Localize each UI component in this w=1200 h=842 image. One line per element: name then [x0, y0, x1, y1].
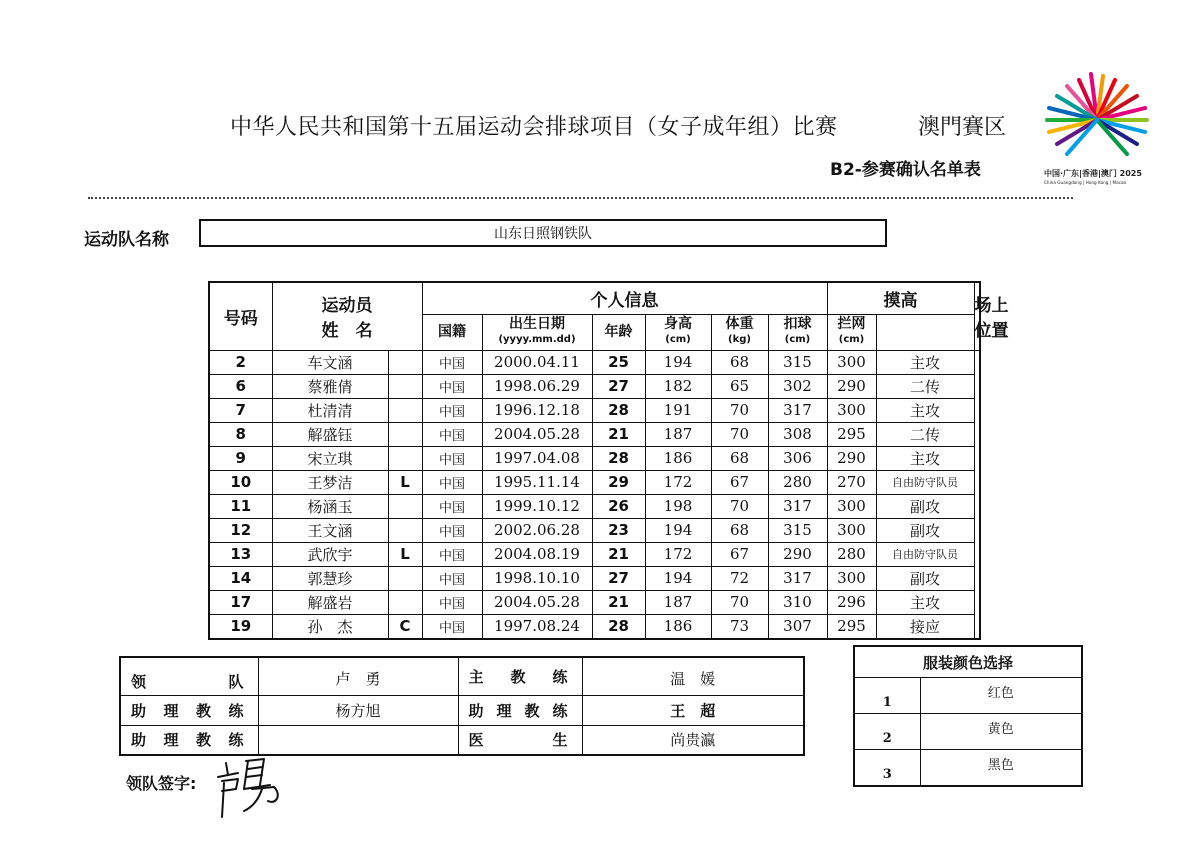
player-spike-reach: 308 — [768, 422, 827, 446]
player-weight: 65 — [711, 374, 768, 398]
team-name-box — [199, 219, 887, 247]
doctor-value: 尚贵瀛 — [582, 725, 804, 755]
player-birth-date: 1998.06.29 — [482, 374, 592, 398]
header-reach: 摸高 — [827, 282, 974, 314]
header-number: 号码 — [209, 282, 272, 350]
table-row — [209, 590, 980, 614]
player-number: 6 — [209, 374, 272, 398]
player-role — [388, 350, 422, 374]
header-spike-label: 扣球 — [783, 316, 812, 332]
uniform-colors-table — [853, 645, 1083, 787]
player-age: 23 — [592, 518, 645, 542]
uniform-option-number: 2 — [854, 714, 920, 750]
assistant3-value — [258, 725, 458, 755]
header-birth-date — [482, 314, 592, 350]
player-height: 194 — [645, 350, 711, 374]
assistant1-label: 助理教练 — [120, 695, 258, 725]
header-spike — [768, 314, 827, 350]
player-name: 孙 杰 — [272, 614, 388, 639]
header-position — [974, 282, 1009, 350]
player-spike-reach: 280 — [768, 470, 827, 494]
table-row — [209, 542, 980, 566]
player-role: L — [388, 470, 422, 494]
assistant1-value: 杨方旭 — [258, 695, 458, 725]
assistant2-label: 助理教练 — [458, 695, 582, 725]
player-block-reach: 300 — [827, 494, 876, 518]
player-name: 杨涵玉 — [272, 494, 388, 518]
player-role — [388, 398, 422, 422]
player-nationality: 中国 — [422, 518, 482, 542]
table-row — [209, 566, 980, 590]
uniform-option-color: 红色 — [920, 678, 1082, 714]
player-role: L — [388, 542, 422, 566]
player-nationality: 中国 — [422, 494, 482, 518]
player-block-reach: 296 — [827, 590, 876, 614]
player-role — [388, 494, 422, 518]
player-number: 11 — [209, 494, 272, 518]
staff-table — [119, 656, 805, 756]
player-position: 自由防守队员 — [876, 542, 974, 566]
player-role — [388, 518, 422, 542]
table-row — [209, 494, 980, 518]
header-height — [645, 314, 711, 350]
uniform-colors-title: 服装颜色选择 — [854, 646, 1082, 678]
doctor-label: 医 生 — [458, 725, 582, 755]
header-birth-date-format: (yyyy.mm.dd) — [498, 334, 576, 345]
document-title: 中华人民共和国第十五届运动会排球项目（女子成年组）比赛 — [230, 115, 838, 140]
leader-signature — [212, 755, 287, 820]
player-age: 26 — [592, 494, 645, 518]
player-height: 182 — [645, 374, 711, 398]
player-name: 蔡雅倩 — [272, 374, 388, 398]
player-block-reach: 300 — [827, 350, 876, 374]
table-row — [209, 470, 980, 494]
form-name: B2-参赛确认名单表 — [830, 160, 981, 180]
player-weight: 68 — [711, 518, 768, 542]
player-nationality: 中国 — [422, 542, 482, 566]
player-nationality: 中国 — [422, 350, 482, 374]
player-spike-reach: 307 — [768, 614, 827, 639]
header-athlete-line2: 姓 名 — [321, 321, 373, 342]
signature-label: 领队签字: — [126, 774, 197, 793]
player-birth-date: 1996.12.18 — [482, 398, 592, 422]
player-position: 副攻 — [876, 518, 974, 542]
player-role — [388, 590, 422, 614]
player-position: 二传 — [876, 422, 974, 446]
player-name: 王梦洁 — [272, 470, 388, 494]
player-weight: 70 — [711, 590, 768, 614]
player-number: 12 — [209, 518, 272, 542]
table-row — [209, 398, 980, 422]
player-block-reach: 290 — [827, 374, 876, 398]
table-row — [209, 614, 980, 639]
player-height: 186 — [645, 446, 711, 470]
table-row — [209, 350, 980, 374]
header-position-line1: 场上 — [974, 296, 1009, 317]
player-weight: 68 — [711, 446, 768, 470]
player-weight: 72 — [711, 566, 768, 590]
player-height: 172 — [645, 542, 711, 566]
player-birth-date: 1999.10.12 — [482, 494, 592, 518]
player-weight: 67 — [711, 542, 768, 566]
player-spike-reach: 302 — [768, 374, 827, 398]
games-emblem-icon — [1040, 68, 1155, 188]
leader-value: 卢 勇 — [258, 657, 458, 695]
player-number: 19 — [209, 614, 272, 639]
player-name: 杜清清 — [272, 398, 388, 422]
player-birth-date: 2000.04.11 — [482, 350, 592, 374]
uniform-option-number: 3 — [854, 750, 920, 787]
player-role — [388, 422, 422, 446]
player-age: 29 — [592, 470, 645, 494]
player-position: 主攻 — [876, 590, 974, 614]
header-nationality: 国籍 — [422, 314, 482, 350]
player-weight: 70 — [711, 398, 768, 422]
player-spike-reach: 317 — [768, 494, 827, 518]
player-birth-date: 1998.10.10 — [482, 566, 592, 590]
roster-body — [209, 350, 980, 639]
player-block-reach: 300 — [827, 398, 876, 422]
player-name: 宋立琪 — [272, 446, 388, 470]
player-birth-date: 1997.04.08 — [482, 446, 592, 470]
player-name: 武欣宇 — [272, 542, 388, 566]
player-age: 28 — [592, 446, 645, 470]
player-block-reach: 295 — [827, 614, 876, 639]
player-position: 主攻 — [876, 350, 974, 374]
player-nationality: 中国 — [422, 422, 482, 446]
player-position: 二传 — [876, 374, 974, 398]
player-role — [388, 566, 422, 590]
player-birth-date: 1997.08.24 — [482, 614, 592, 639]
games-logo — [1040, 68, 1155, 188]
player-block-reach: 290 — [827, 446, 876, 470]
team-name-label: 运动队名称 — [84, 230, 169, 250]
player-block-reach: 295 — [827, 422, 876, 446]
leader-label: 领 队 — [120, 657, 258, 695]
header-age: 年龄 — [592, 314, 645, 350]
player-role — [388, 374, 422, 398]
table-row — [209, 374, 980, 398]
table-row — [209, 422, 980, 446]
player-number: 17 — [209, 590, 272, 614]
player-spike-reach: 310 — [768, 590, 827, 614]
player-block-reach: 280 — [827, 542, 876, 566]
uniform-option-color: 黑色 — [920, 750, 1082, 787]
player-birth-date: 2004.05.28 — [482, 422, 592, 446]
logo-text: 中国·广东|香港|澳门 2025 — [1044, 169, 1142, 178]
player-height: 172 — [645, 470, 711, 494]
player-nationality: 中国 — [422, 614, 482, 639]
player-block-reach: 300 — [827, 566, 876, 590]
player-weight: 73 — [711, 614, 768, 639]
player-number: 13 — [209, 542, 272, 566]
player-position: 自由防守队员 — [876, 470, 974, 494]
player-height: 186 — [645, 614, 711, 639]
player-height: 194 — [645, 518, 711, 542]
player-name: 解盛岩 — [272, 590, 388, 614]
header-spike-unit: (cm) — [784, 334, 811, 345]
player-position: 主攻 — [876, 398, 974, 422]
header-height-label: 身高 — [664, 316, 692, 332]
logo-subtext: China Guangdong | Hong Kong | Macao — [1044, 180, 1127, 185]
player-age: 27 — [592, 566, 645, 590]
player-spike-reach: 317 — [768, 566, 827, 590]
player-role: C — [388, 614, 422, 639]
assistant3-label: 助理教练 — [120, 725, 258, 755]
player-height: 187 — [645, 422, 711, 446]
header-athlete-line1: 运动员 — [321, 296, 373, 317]
player-weight: 70 — [711, 422, 768, 446]
player-age: 27 — [592, 374, 645, 398]
player-weight: 67 — [711, 470, 768, 494]
head-coach-label: 主 教 练 — [458, 657, 582, 695]
player-position: 接应 — [876, 614, 974, 639]
player-number: 8 — [209, 422, 272, 446]
player-block-reach: 270 — [827, 470, 876, 494]
header-block — [827, 314, 876, 350]
player-role — [388, 446, 422, 470]
player-name: 郭慧珍 — [272, 566, 388, 590]
player-block-reach: 300 — [827, 518, 876, 542]
player-birth-date: 2002.06.28 — [482, 518, 592, 542]
player-age: 21 — [592, 422, 645, 446]
player-nationality: 中国 — [422, 470, 482, 494]
header-birth-date-label: 出生日期 — [509, 316, 565, 332]
player-age: 28 — [592, 614, 645, 639]
player-position: 主攻 — [876, 446, 974, 470]
header-block-unit: (cm) — [838, 334, 865, 345]
assistant2-value: 王 超 — [582, 695, 804, 725]
player-name: 解盛钰 — [272, 422, 388, 446]
player-nationality: 中国 — [422, 374, 482, 398]
table-row — [209, 446, 980, 470]
player-weight: 70 — [711, 494, 768, 518]
region-label: 澳門賽区 — [918, 115, 1007, 140]
player-spike-reach: 306 — [768, 446, 827, 470]
player-spike-reach: 290 — [768, 542, 827, 566]
player-number: 9 — [209, 446, 272, 470]
player-position: 副攻 — [876, 566, 974, 590]
table-row — [209, 518, 980, 542]
player-name: 车文涵 — [272, 350, 388, 374]
player-spike-reach: 315 — [768, 350, 827, 374]
player-height: 187 — [645, 590, 711, 614]
player-height: 198 — [645, 494, 711, 518]
player-number: 10 — [209, 470, 272, 494]
player-weight: 68 — [711, 350, 768, 374]
team-name-value: 山东日照钢铁队 — [494, 226, 592, 242]
header-weight-unit: (kg) — [728, 334, 751, 345]
header-block-label: 拦网 — [837, 316, 866, 332]
player-number: 7 — [209, 398, 272, 422]
player-number: 14 — [209, 566, 272, 590]
player-position: 副攻 — [876, 494, 974, 518]
player-name: 王文涵 — [272, 518, 388, 542]
uniform-option-number: 1 — [854, 678, 920, 714]
player-nationality: 中国 — [422, 398, 482, 422]
player-height: 191 — [645, 398, 711, 422]
player-birth-date: 2004.05.28 — [482, 590, 592, 614]
player-nationality: 中国 — [422, 590, 482, 614]
header-weight-label: 体重 — [725, 316, 754, 332]
header-position-line2: 位置 — [974, 321, 1009, 342]
header-athlete — [272, 282, 422, 350]
player-number: 2 — [209, 350, 272, 374]
player-height: 194 — [645, 566, 711, 590]
player-nationality: 中国 — [422, 446, 482, 470]
header-height-unit: (cm) — [665, 334, 691, 345]
roster-table — [208, 281, 1009, 640]
player-spike-reach: 315 — [768, 518, 827, 542]
player-spike-reach: 317 — [768, 398, 827, 422]
player-age: 21 — [592, 542, 645, 566]
player-birth-date: 2004.08.19 — [482, 542, 592, 566]
player-birth-date: 1995.11.14 — [482, 470, 592, 494]
player-age: 28 — [592, 398, 645, 422]
header-personal-info: 个人信息 — [422, 282, 827, 314]
uniform-option-color: 黄色 — [920, 714, 1082, 750]
dotted-divider — [88, 197, 1073, 199]
head-coach-value: 温 媛 — [582, 657, 804, 695]
player-age: 21 — [592, 590, 645, 614]
player-nationality: 中国 — [422, 566, 482, 590]
handwritten-signature-icon — [212, 755, 287, 820]
header-weight — [711, 314, 768, 350]
player-age: 25 — [592, 350, 645, 374]
